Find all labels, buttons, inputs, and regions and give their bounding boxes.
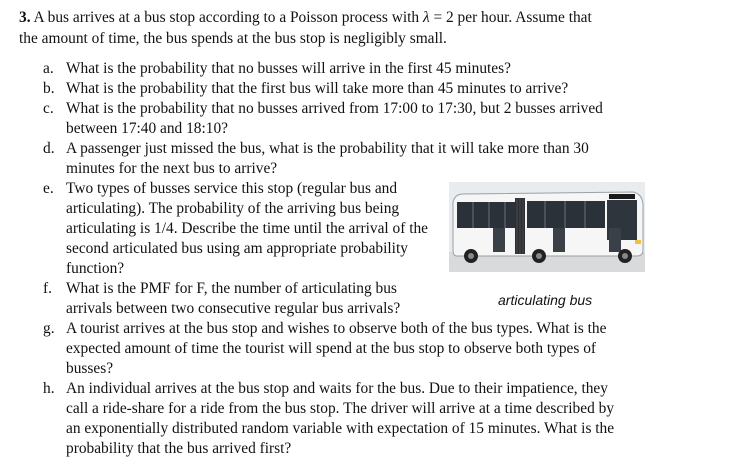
item-d-line1: A passenger just missed the bus, what is the probability that it will take more than 30 xyxy=(66,140,589,157)
item-e-line2: articulating). The probability of the arriving bus being xyxy=(66,200,400,217)
item-g-line2: expected amount of time the tourist will spend at the bus stop to observe both types of xyxy=(66,340,597,357)
item-e-line4: second articulated bus using am appropriate probability xyxy=(66,240,408,257)
item-f-label: f. xyxy=(43,280,52,297)
item-b-label: b. xyxy=(43,80,55,97)
item-a-label: a. xyxy=(43,60,54,77)
bus-image-caption: articulating bus xyxy=(498,292,593,308)
problem-number: 3. xyxy=(19,9,31,26)
intro-text-b: = 2 per hour. Assume that xyxy=(429,9,592,26)
item-c-line1: What is the probability that no busses arrived from 17:00 to 17:30, but 2 busses arrived xyxy=(66,100,603,117)
problem-intro-line1 xyxy=(19,8,592,28)
item-h-label: h. xyxy=(43,380,55,397)
item-f-line2: arrivals between two consecutive regular bus arrivals? xyxy=(66,300,401,317)
item-g-line3: busses? xyxy=(66,360,114,377)
item-e-line5: function? xyxy=(66,260,125,277)
item-b-line1: What is the probability that the first bus will take more than 45 minutes to arrive? xyxy=(66,80,569,97)
item-f-line1: What is the PMF for F, the number of articulating bus xyxy=(66,280,397,297)
item-h-line4: probability that the bus arrived first? xyxy=(66,440,292,457)
item-h-line3: an exponentially distributed random variable with expectation of 15 minutes. What is the xyxy=(66,420,615,437)
problem-intro-line2: the amount of time, the bus spends at the bus stop is negligibly small. xyxy=(19,30,447,47)
item-e-label: e. xyxy=(43,180,54,197)
item-d-label: d. xyxy=(43,140,55,157)
item-e-line1: Two types of busses service this stop (regular bus and xyxy=(66,180,398,197)
item-c-line2: between 17:40 and 18:10? xyxy=(66,120,228,137)
intro-text-a: A bus arrives at a bus stop according to a Poisson process with xyxy=(33,9,423,26)
item-h-line2: call a ride-share for a ride from the bus stop. The driver will arrive at a time described by xyxy=(66,400,615,417)
item-g-label: g. xyxy=(43,320,55,337)
item-c-label: c. xyxy=(43,100,54,117)
lambda-symbol: λ xyxy=(422,9,430,26)
articulated-bus-icon xyxy=(449,182,645,272)
item-e-line3: articulating is 1/4. Describe the time until the arrival of the xyxy=(66,220,428,237)
item-a-line1: What is the probability that no busses will arrive in the first 45 minutes? xyxy=(66,60,511,77)
item-g-line1: A tourist arrives at the bus stop and wishes to observe both of the bus types. What is the xyxy=(66,320,607,337)
item-h-line1: An individual arrives at the bus stop and waits for the bus. Due to their impatience, they xyxy=(66,380,608,397)
item-d-line2: minutes for the next bus to arrive? xyxy=(66,160,278,177)
